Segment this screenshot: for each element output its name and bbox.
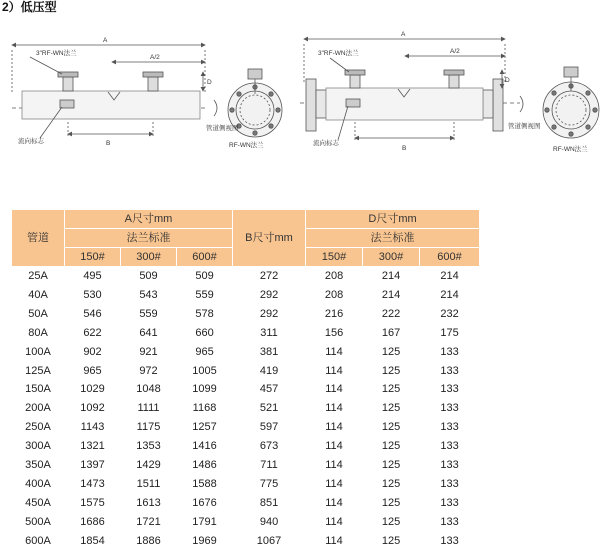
cell-d-150: 114 (325, 402, 343, 415)
cell-pipe-size: 150A (25, 383, 51, 396)
cell-pipe-size: 200A (25, 402, 51, 415)
cell-a-150: 1473 (80, 477, 105, 490)
right-flange-section (543, 67, 599, 138)
cell-d-150: 208 (324, 288, 344, 301)
cell-a-150: 1854 (80, 534, 105, 547)
cell-d-150: 114 (325, 364, 343, 377)
cell-d-600: 133 (440, 364, 459, 377)
cell-d-150: 114 (325, 383, 343, 396)
cell-d-300: 125 (381, 515, 401, 528)
cell-a-300: 1613 (136, 496, 161, 509)
cell-a-150: 622 (83, 326, 102, 339)
cell-d-600: 133 (440, 496, 459, 509)
cell-d-300: 125 (381, 459, 401, 472)
cell-pipe-size: 250A (25, 421, 51, 434)
table-row (12, 380, 480, 399)
cell-b-dim: 521 (259, 402, 279, 415)
cell-a-600: 1099 (192, 383, 217, 396)
table-row (12, 362, 480, 381)
cell-d-600: 214 (440, 270, 459, 282)
cell-a-600: 1168 (192, 402, 217, 415)
cell-a-150: 1321 (80, 440, 105, 453)
cell-a-300: 543 (139, 288, 158, 301)
left-dim-b-label: B (106, 140, 111, 147)
cell-a-150: 1397 (80, 459, 105, 472)
table-row (12, 437, 480, 456)
cell-b-dim: 419 (259, 364, 279, 377)
cell-pipe-size: 25A (28, 270, 48, 282)
cell-a-600: 1005 (192, 364, 217, 377)
cell-a-300: 1511 (136, 477, 161, 490)
cell-b-dim: 272 (259, 270, 279, 282)
cell-b-dim: 457 (259, 383, 279, 396)
cell-pipe-size: 100A (25, 345, 51, 358)
cell-d-300: 125 (381, 534, 401, 547)
cell-a-600: 1257 (192, 421, 217, 434)
header-d-class-300: 300# (363, 248, 420, 267)
cell-a-300: 1048 (136, 383, 161, 396)
cell-a-150: 546 (83, 307, 102, 320)
header-a-flange-std: 法兰标准 (65, 229, 233, 248)
cell-a-300: 1175 (136, 421, 161, 434)
header-d-class-600: 600# (420, 248, 480, 267)
cell-d-150: 208 (324, 270, 344, 282)
cell-a-300: 921 (139, 345, 158, 358)
right-flow-label: 流向标志 (313, 140, 339, 147)
right-dim-a-label: A (401, 31, 406, 38)
table-row (12, 494, 480, 513)
cell-a-600: 660 (195, 326, 214, 339)
cell-d-150: 216 (324, 307, 344, 320)
cell-a-150: 1029 (80, 383, 105, 396)
header-a-class-300: 300# (121, 248, 177, 267)
cell-b-dim: 940 (259, 515, 279, 528)
cell-pipe-size: 40A (28, 288, 48, 301)
header-d: D尺寸mm (306, 210, 480, 229)
table-row (12, 399, 480, 418)
cell-a-150: 1092 (80, 402, 105, 415)
cell-d-600: 133 (440, 534, 459, 547)
cell-b-dim: 292 (259, 307, 279, 320)
cell-pipe-size: 500A (25, 515, 51, 528)
cell-a-300: 641 (139, 326, 158, 339)
cell-a-600: 1676 (192, 496, 217, 509)
cell-b-dim: 851 (259, 496, 279, 509)
cell-a-600: 965 (195, 345, 214, 358)
table-body (12, 267, 480, 551)
cell-d-300: 125 (381, 496, 401, 509)
cell-pipe-size: 300A (25, 440, 51, 453)
cell-d-300: 222 (381, 307, 401, 320)
cell-a-300: 1886 (136, 534, 161, 547)
cell-d-600: 133 (440, 440, 459, 453)
cell-d-600: 133 (440, 477, 459, 490)
cell-b-dim: 1067 (256, 534, 282, 547)
cell-a-600: 509 (195, 270, 214, 282)
left-flow-label: 流向标志 (18, 138, 44, 145)
header-pipe: 管道 (12, 210, 65, 267)
cell-d-150: 114 (325, 515, 343, 528)
cell-d-150: 114 (325, 496, 343, 509)
cell-a-600: 1969 (192, 534, 217, 547)
cell-d-600: 175 (440, 326, 459, 339)
cell-a-300: 1353 (136, 440, 161, 453)
cell-a-300: 1111 (137, 402, 160, 415)
cell-d-600: 133 (440, 515, 459, 528)
section-title: 2）低压型 (2, 0, 57, 14)
table-row (12, 418, 480, 437)
right-side-view-label: 管道侧视图 (508, 123, 541, 130)
left-dim-d-label: D (207, 79, 212, 86)
cell-d-300: 167 (381, 326, 401, 339)
header-a-class-150: 150# (65, 248, 121, 267)
table-row (12, 286, 480, 305)
table-row (12, 324, 480, 343)
header-d-flange-std: 法兰标准 (306, 229, 480, 248)
cell-a-150: 902 (83, 345, 102, 358)
cell-a-150: 965 (83, 364, 102, 377)
cell-a-300: 1721 (136, 515, 161, 528)
left-flange-label: 3"RF-WN法兰 (36, 50, 77, 57)
cell-d-600: 133 (440, 421, 459, 434)
left-dim-a-label: A (103, 37, 108, 44)
cell-b-dim: 292 (259, 288, 279, 301)
cell-d-300: 125 (381, 440, 401, 453)
cell-a-600: 1416 (192, 440, 217, 453)
cell-b-dim: 775 (259, 477, 279, 490)
cell-a-300: 1429 (136, 459, 161, 472)
cell-a-300: 559 (139, 307, 158, 320)
cell-a-150: 530 (83, 288, 102, 301)
right-dim-b-label: B (402, 145, 407, 152)
cell-a-150: 495 (83, 270, 102, 282)
cell-d-150: 114 (325, 534, 343, 547)
cell-d-600: 133 (440, 345, 459, 358)
cell-a-600: 559 (195, 288, 214, 301)
left-meter-drawing (12, 45, 217, 138)
table-row (12, 267, 480, 286)
cell-pipe-size: 50A (28, 307, 48, 320)
cell-d-600: 133 (440, 459, 459, 472)
cell-d-150: 114 (325, 477, 343, 490)
cell-d-300: 125 (381, 383, 401, 396)
cell-d-300: 125 (381, 364, 401, 377)
cell-b-dim: 597 (259, 421, 279, 434)
right-flange-label: 3"RF-WN法兰 (318, 50, 359, 57)
right-section-label: RF-WN法兰 (553, 146, 588, 153)
header-d-class-150: 150# (306, 248, 363, 267)
cell-pipe-size: 80A (28, 326, 48, 339)
cell-a-150: 1575 (80, 496, 105, 509)
cell-a-600: 1486 (192, 459, 217, 472)
right-dim-d-label: D (505, 77, 510, 84)
cell-d-600: 133 (440, 402, 459, 415)
left-section-label: RF-WN法兰 (229, 142, 264, 149)
cell-b-dim: 673 (259, 440, 279, 453)
cell-a-600: 1588 (192, 477, 217, 490)
cell-pipe-size: 350A (25, 459, 51, 472)
right-dim-a-half-label: A/2 (450, 48, 460, 55)
header-a-class-600: 600# (177, 248, 233, 267)
cell-d-300: 125 (381, 402, 401, 415)
cell-b-dim: 381 (259, 345, 279, 358)
table-row (12, 513, 480, 532)
header-b: B尺寸mm (233, 210, 306, 267)
cell-a-150: 1143 (80, 421, 105, 434)
cell-pipe-size: 400A (25, 477, 51, 490)
cell-d-150: 114 (325, 440, 343, 453)
cell-a-600: 578 (195, 307, 214, 320)
cell-d-300: 214 (381, 270, 401, 282)
cell-d-150: 114 (325, 345, 343, 358)
cell-a-300: 972 (139, 364, 158, 377)
table-row (12, 532, 480, 551)
cell-d-600: 133 (440, 383, 459, 396)
dimension-drawing (0, 14, 607, 164)
cell-b-dim: 311 (260, 326, 278, 339)
cell-pipe-size: 600A (25, 534, 51, 547)
cell-d-600: 214 (440, 288, 459, 301)
cell-d-150: 114 (325, 459, 343, 472)
cell-d-150: 156 (324, 326, 344, 339)
cell-a-600: 1791 (192, 515, 217, 528)
left-dim-a-half-label: A/2 (150, 54, 160, 61)
cell-d-150: 114 (325, 421, 343, 434)
cell-b-dim: 711 (260, 459, 278, 472)
table-row (12, 475, 480, 494)
dimension-table (11, 209, 480, 551)
cell-d-300: 125 (381, 345, 401, 358)
cell-d-600: 232 (440, 307, 459, 320)
table-row (12, 343, 480, 362)
cell-d-300: 125 (381, 477, 401, 490)
table-row (12, 305, 480, 324)
cell-d-300: 125 (381, 421, 401, 434)
cell-a-300: 509 (139, 270, 158, 282)
cell-d-300: 214 (381, 288, 401, 301)
table-row (12, 456, 480, 475)
cell-pipe-size: 450A (25, 496, 51, 509)
cell-a-150: 1686 (80, 515, 105, 528)
header-a: A尺寸mm (65, 210, 233, 229)
left-side-view-label: 管道侧视图 (206, 125, 239, 132)
cell-pipe-size: 125A (25, 364, 51, 377)
